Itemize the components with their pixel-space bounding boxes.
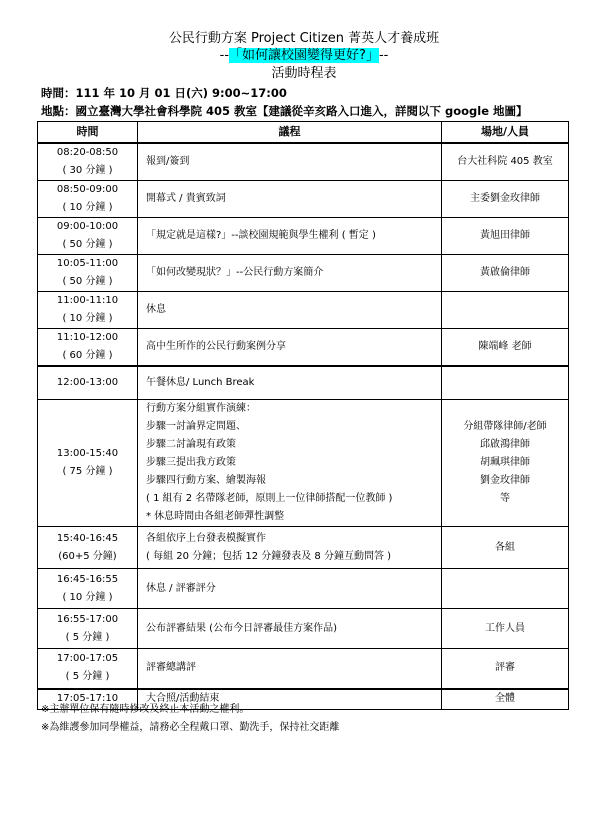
agenda-cell (138, 366, 442, 400)
duration: ( 5 分鐘 ) (65, 631, 110, 643)
venue-cell (442, 366, 569, 400)
table-row (38, 569, 569, 609)
venue-line: 主委劉金玫律師 (470, 192, 540, 204)
venue-cell (442, 254, 569, 291)
time-range: 12:00-13:00 (56, 376, 119, 388)
table-row (38, 180, 569, 217)
time-cell (38, 366, 138, 400)
time-cell (38, 609, 138, 649)
time-range: 09:00-10:00 (56, 220, 119, 232)
time-range: 16:55-17:00 (56, 613, 119, 625)
agenda-cell (138, 254, 442, 291)
time-range: 11:10-12:00 (56, 331, 119, 343)
duration: ( 10 分鐘 ) (62, 201, 113, 213)
agenda-cell (138, 569, 442, 609)
agenda-line: 「如何改變現狀？」--公民行動方案簡介 (146, 266, 324, 278)
venue-cell (442, 143, 569, 181)
time-cell (38, 649, 138, 689)
event-time: 時間：111 年 10 月 01 日(六) 9:00~17:00 (41, 86, 287, 100)
agenda-line: 「規定就是這樣?」--談校園規範與學生權利 ( 暫定 ) (146, 229, 376, 241)
agenda-cell (138, 143, 442, 181)
duration: (60+5 分鐘) (58, 550, 117, 562)
schedule-table (37, 121, 569, 710)
table-row (38, 400, 569, 527)
agenda-line: ( 1 組有 2 名帶隊老師，原則上一位律師搭配一位教師 ) (146, 493, 393, 504)
duration: ( 10 分鐘 ) (62, 591, 113, 603)
agenda-line: ( 每組 20 分鐘；包括 12 分鐘發表及 8 分鐘互動問答 ) (146, 550, 392, 562)
time-cell (38, 143, 138, 181)
agenda-line: 評審總講評 (146, 662, 196, 674)
venue-line: 台大社科院 405 教室 (457, 155, 553, 167)
duration: ( 60 分鐘 ) (62, 349, 113, 361)
venue-cell (442, 291, 569, 328)
venue-line: 等 (500, 493, 510, 504)
agenda-line: 行動方案分組實作演練： (146, 403, 256, 414)
agenda-line: 大合照/活動結束 (146, 693, 220, 705)
venue-line: 黃啟倫律師 (480, 266, 530, 278)
col-venue: 場地/人員 (442, 122, 569, 143)
venue-cell (442, 217, 569, 254)
venue-line: 全體 (495, 693, 515, 705)
agenda-cell (138, 328, 442, 366)
venue-line: 邱啟鴻律師 (480, 439, 530, 450)
time-cell (38, 569, 138, 609)
agenda-line: 午餐休息/ Lunch Break (146, 376, 255, 388)
time-range: 17:00-17:05 (56, 653, 119, 665)
agenda-cell (138, 400, 442, 527)
agenda-line: 休息 / 評審評分 (146, 582, 216, 594)
venue-line: 劉金玫律師 (480, 475, 530, 486)
table-row (38, 328, 569, 366)
venue-line: 各組 (495, 541, 515, 553)
venue-cell (442, 328, 569, 366)
duration: ( 10 分鐘 ) (62, 312, 113, 324)
time-cell (38, 527, 138, 569)
time-cell (38, 254, 138, 291)
time-range: 17:05-17:10 (56, 693, 119, 705)
venue-cell (442, 400, 569, 527)
table-row (38, 291, 569, 328)
time-range: 13:00-15:40 (56, 448, 119, 459)
agenda-line: 報到/簽到 (146, 155, 190, 167)
agenda-line: 步驟四行動方案、繪製海報 (146, 475, 266, 486)
venue-cell (442, 649, 569, 689)
table-row (38, 366, 569, 400)
venue-line: 工作人員 (485, 622, 525, 634)
table-row (38, 527, 569, 569)
subtitle-highlight: 「如何讓校園變得更好?」 (229, 48, 379, 63)
agenda-line: 公布評審結果 (公布今日評審最佳方案作品) (146, 622, 337, 634)
venue-line: 黃旭田律師 (480, 229, 530, 241)
agenda-line: * 休息時間由各組老師彈性調整 (146, 511, 285, 522)
table-row (38, 254, 569, 291)
venue-cell (442, 689, 569, 710)
venue-cell (442, 180, 569, 217)
agenda-cell (138, 217, 442, 254)
agenda-line: 休息 (146, 303, 166, 315)
col-time: 時間 (38, 122, 138, 143)
time-range: 16:45-16:55 (56, 573, 119, 585)
time-cell (38, 328, 138, 366)
col-agenda: 議程 (138, 122, 442, 143)
venue-cell (442, 569, 569, 609)
duration: ( 30 分鐘 ) (62, 164, 113, 176)
table-row (38, 649, 569, 689)
time-range: 10:05-11:00 (56, 257, 119, 269)
duration: ( 75 分鐘 ) (62, 466, 113, 477)
time-cell (38, 400, 138, 527)
time-range: 08:20-08:50 (56, 146, 119, 158)
table-header (38, 122, 569, 143)
subtitle-dash: -- (378, 48, 389, 63)
event-place: 地點：國立臺灣大學社會科學院 405 教室【建議從辛亥路入口進入，詳閱以下 google 地圖】 (41, 104, 528, 118)
agenda-cell (138, 291, 442, 328)
note-2: ※為維護參加同學權益，請務必全程戴口罩、勤洗手，保持社交距離 (41, 722, 340, 733)
time-cell (38, 180, 138, 217)
duration: ( 50 分鐘 ) (62, 275, 113, 287)
agenda-cell (138, 649, 442, 689)
venue-cell (442, 609, 569, 649)
venue-line: 胡珮琪律師 (480, 457, 530, 468)
agenda-line: 高中生所作的公民行動案例分享 (146, 340, 286, 352)
time-range: 11:00-11:10 (56, 294, 119, 306)
venue-cell (442, 527, 569, 569)
time-cell (38, 291, 138, 328)
agenda-cell (138, 609, 442, 649)
agenda-cell (138, 527, 442, 569)
table-row (38, 143, 569, 181)
agenda-line: 各組依序上台發表模擬實作 (146, 532, 266, 544)
agenda-line: 開幕式 / 貴賓致詞 (146, 192, 226, 204)
venue-line: 分組帶隊律師/老師 (463, 421, 547, 432)
duration: ( 5 分鐘 ) (65, 671, 110, 683)
schedule-heading: 活動時程表 (271, 66, 337, 81)
doc-title: 公民行動方案 Project Citizen 菁英人才養成班 (168, 31, 440, 46)
venue-line: 評審 (495, 662, 515, 674)
agenda-line: 步驟一討論界定問題、 (146, 421, 246, 432)
agenda-line: 步驟三提出我方政策 (146, 457, 236, 468)
venue-line: 陳端峰 老師 (478, 340, 532, 352)
doc-subtitle (0, 48, 608, 64)
agenda-line: 步驟二討論現有政策 (146, 439, 236, 450)
time-range: 15:40-16:45 (56, 532, 119, 544)
table-row (38, 609, 569, 649)
time-range: 08:50-09:00 (56, 183, 119, 195)
table-row (38, 217, 569, 254)
subtitle-dash: -- (219, 48, 230, 63)
time-cell (38, 217, 138, 254)
duration: ( 50 分鐘 ) (62, 238, 113, 250)
note-1: ※主辦單位保有隨時修改及終止本活動之權利。 (41, 704, 250, 715)
agenda-cell (138, 180, 442, 217)
